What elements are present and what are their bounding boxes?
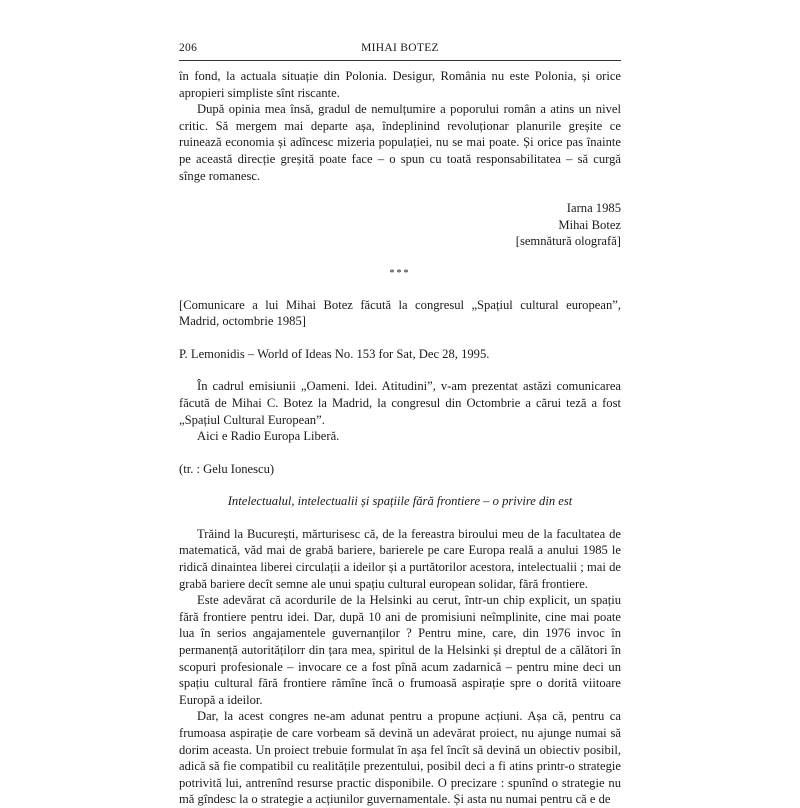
section-separator: ***	[389, 267, 411, 279]
essay-title: Intelectualul, intelectualii și spațiile fără frontiere – o privire din est	[227, 494, 573, 509]
source-line: P. Lemonidis – World of Ideas No. 153 for Sat, Dec 28, 1995.	[179, 346, 490, 361]
paragraph-bucharest: Trăind la București, mărturisesc că, de la fereastra biroului meu de la facultatea de matematică, văd mai de grabă bariere, barierele pe care Europa reală a anului 1985 le ridică dinaintea liberei circulații a ideilor și a purtătorilor acestora, intelectualii ; mai de grabă bariere decît semne ale unui spațiu cultural european solidar, fără frontiere.	[179, 526, 621, 591]
header-rule	[179, 60, 621, 61]
paragraph-congress: Dar, la acest congres ne-am adunat pentru a propune acțiuni. Așa că, pentru ca frumoasa aspirație de care vorbeam să devină un adevărat proiect, nu ajunge numai să dorim aceasta. Un proiect trebuie formulat în așa fel încît să devină un obiectiv posibil, adică să fie compatibil cu realitățile prezentului, posibil deci a fi atins printr-o strategie potrivită lui, antrenînd resurse practic disponibile. O precizare : spunînd o strategie nu mă gîndesc la o strategie a acțiunilor guvernamentale. Și asta nu numai pentru că e de	[179, 709, 621, 807]
radio-line: Aici e Radio Europa Liberă.	[197, 429, 340, 444]
paragraph-helsinki: Este adevărat că acordurile de la Helsinki au cerut, într-un chip explicit, un spațiu fără frontiere pentru idei. Dar, după 10 ani de promisiuni neîmplinite, cine mai poate lua în serios angajamentele guvernanților ? Pentru mine, care, din 1976 invoc în permanență autoritățilorr din țara mea, spiritul de la Helsinki și dreptul de a călători în scopuri profesionale – invocare ce a fost pînă acum zadarnică – pentru mine deci un spațiu cultural fără frontiere rămîne încă o frumoasă aspirație spre o dorită viitoare Europă a ideilor.	[179, 593, 621, 707]
page-body	[179, 68, 621, 808]
signature-note: [semnătură olografă]	[515, 234, 621, 249]
page-number: 206	[179, 42, 198, 54]
signature-date: Iarna 1985	[566, 201, 621, 216]
broadcast-paragraph: În cadrul emisiunii „Oameni. Idei. Atitudini”, v-am prezentat astăzi comunicarea făcută de Mihai C. Botez la Madrid, la congresul din Octombrie a cărui teză a fost „Spațiul Cultural European”.	[179, 379, 621, 427]
paragraph-opinion: După opinia mea însă, gradul de nemulțumire a poporului român a atins un nivel critic. Să mergem mai departe așa, îndeplinind revoluționar planurile greșite ce ruinează economia și adîncesc mizeria populației, nu se mai poate. Și orice pas înainte pe această direcție greșită poate face – o spun cu toată responsabilitatea – să curgă sînge romanesc.	[179, 102, 621, 183]
communication-note: [Comunicare a lui Mihai Botez făcută la congresul „Spațiul cultural european”, Madrid, octombrie 1985]	[179, 297, 621, 329]
paragraph-continuation: în fond, la actuala situație din Polonia. Desigur, România nu este Polonia, și orice apropieri simpliste sînt riscante.	[179, 69, 621, 100]
running-head: MIHAI BOTEZ	[361, 42, 439, 54]
translator-line: (tr. : Gelu Ionescu)	[179, 461, 275, 476]
signature-name: Mihai Botez	[558, 217, 621, 232]
